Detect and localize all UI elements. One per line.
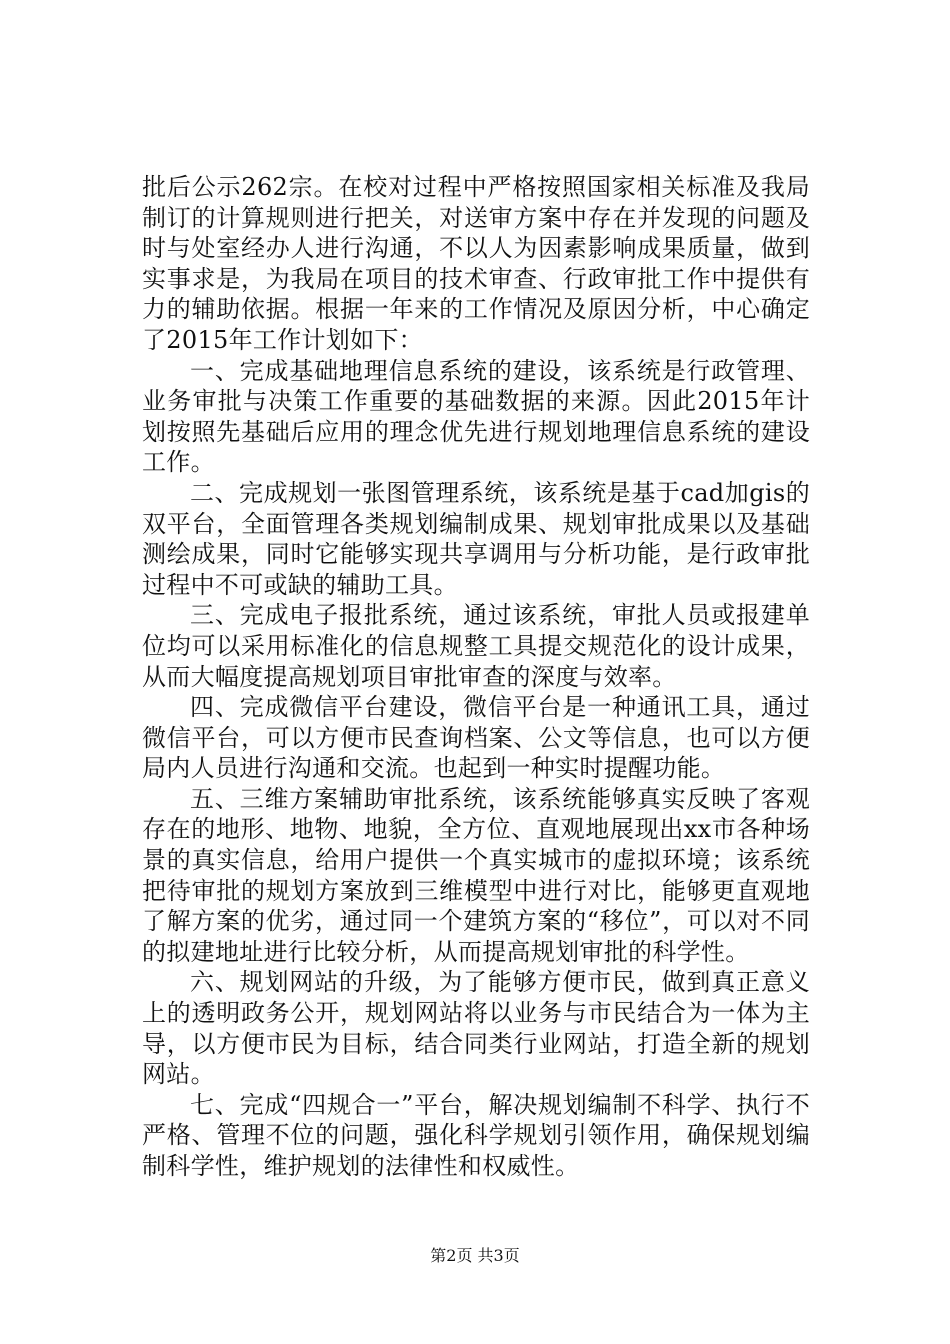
paragraph-item-7: 七、完成“四规合一”平台，解决规划编制不科学、执行不严格、管理不位的问题，强化科学规划引领作用，确保规划编制科学性，维护规划的法律性和权威性。 [142, 1090, 810, 1180]
paragraph-item-3: 三、完成电子报批系统，通过该系统，审批人员或报建单位均可以采用标准化的信息规整工具提交规范化的设计成果，从而大幅度提高规划项目审批审查的深度与效率。 [142, 601, 810, 691]
paragraph-item-4: 四、完成微信平台建设，微信平台是一种通讯工具，通过微信平台，可以方便市民查询档案、公文等信息，也可以方便局内人员进行沟通和交流。也起到一种实时提醒功能。 [142, 693, 810, 783]
paragraph-item-6: 六、规划网站的升级，为了能够方便市民，做到真正意义上的透明政务公开，规划网站将以业务与市民结合为一体为主导，以方便市民为目标，结合同类行业网站，打造全新的规划网站。 [142, 968, 810, 1089]
paragraph-item-5: 五、三维方案辅助审批系统，该系统能够真实反映了客观存在的地形、地物、地貌，全方位、直观地展现出xx市各种场景的真实信息，给用户提供一个真实城市的虚拟环境；该系统把待审批的规划方案放到三维模型中进行对比，能够更直观地了解方案的优劣，通过同一个建筑方案的“移位”，可以对不同的拟建地址进行比较分析，从而提高规划审批的科学性。 [142, 784, 810, 966]
page-number-footer: 第2页 共3页 [430, 1246, 520, 1265]
document-body [142, 172, 810, 1182]
paragraph-item-1: 一、完成基础地理信息系统的建设，该系统是行政管理、业务审批与决策工作重要的基础数据的来源。因此2015年计划按照先基础后应用的理念优先进行规划地理信息系统的建设工作。 [142, 356, 810, 477]
paragraph-item-2: 二、完成规划一张图管理系统，该系统是基于cad加gis的双平台，全面管理各类规划编制成果、规划审批成果以及基础测绘成果，同时它能够实现共享调用与分析功能，是行政审批过程中不可或缺的辅助工具。 [142, 478, 810, 599]
paragraph-continuation: 批后公示262宗。在校对过程中严格按照国家相关标准及我局制订的计算规则进行把关，对送审方案中存在并发现的问题及时与处室经办人进行沟通，不以人为因素影响成果质量，做到实事求是，为我局在项目的技术审查、行政审批工作中提供有力的辅助依据。根据一年来的工作情况及原因分析，中心确定了2015年工作计划如下： [142, 173, 810, 354]
